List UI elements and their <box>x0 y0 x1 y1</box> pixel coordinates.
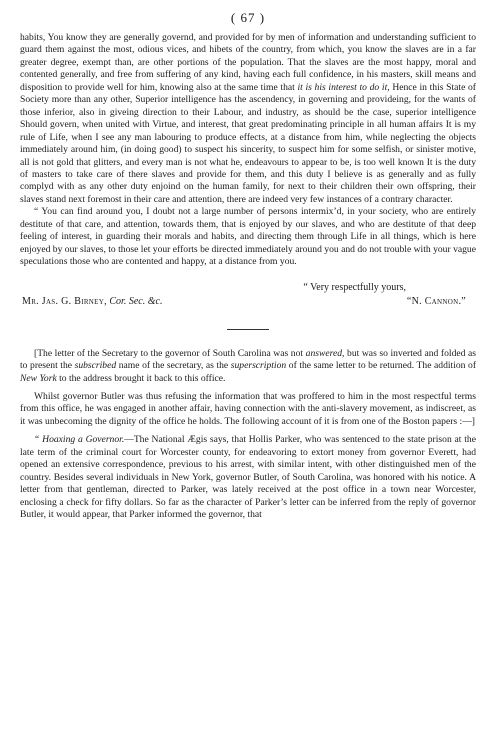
emphasis-superscription: superscription <box>230 360 287 372</box>
addressee-title: Cor. Sec. &c. <box>109 295 163 307</box>
editorial-text-d: of the same letter to be returned. The addition of <box>288 360 477 372</box>
section-divider <box>227 329 269 330</box>
emphasis-subscribed: subscribed <box>74 360 117 372</box>
addressee-name: Mr. Jas. G. Birney, <box>22 295 107 307</box>
page-number: ( 67 ) <box>230 10 266 25</box>
editorial-text-a: [The letter of the Secretary to the governor of South Carolina was not <box>34 347 304 359</box>
news-text: —The National Ægis says, that Hollis Parker, who was sentenced to the state prison at the late term of the criminal court for Worcester county, for endeavoring to extort money from governor Everett, had opened an extensive correspondence, previous to his arrest, with similar intent, with other distinguished men of the country. Besides several individuals in New York, governor Butler, of South Carolina, was honored with his notice. A letter from that gentleman, directed to Parker, was lately received at the post office in a town near Worcester, enclosing a check for fifty dollars. So far as the character of Parker’s letter can be inferred from the reply of governor Butler, it would appear, that Parker informed the governor, that <box>20 434 476 521</box>
news-paragraph <box>20 434 476 521</box>
letter-paragraph-1 <box>20 32 476 206</box>
letter-closing: “ Very respectfully yours, <box>303 281 406 293</box>
signature: “N. Cannon.” <box>406 295 466 307</box>
editorial-text-c: name of the secretary, as the <box>118 360 229 372</box>
emphasis-answered: answered, <box>305 347 345 359</box>
signature-row <box>20 296 476 307</box>
editorial-paragraph-2: Whilst governor Butler was thus refusing the information that was proffered to him in the most respectful terms from this office, he was engaged in another affair, having connection with the anti-slavery movement, as indiscreet, as it was unbecoming the dignity of the office he holds. The following account of it is from one of the Boston papers :—] <box>20 390 476 427</box>
editorial-paragraph-1 <box>20 348 476 385</box>
emphasis-interest: it is his interest to do it, <box>297 81 390 93</box>
addressee <box>22 296 162 307</box>
letter-paragraph-1-text: habits, You know they are generally governd, and provided for by men of information and understanding sufficient to guard them against the most, odious vices, and hibets of the country, from which, you know the slaves are in a far greater degree, exempt than, are other portions of the population. That the slaves are the most happy, moral and contented generally, and free from suffering of any kind, having each full confidence, in his masters, skill means and disposition to provide well for him, knowing also at the same time that <box>20 32 476 93</box>
letter-paragraph-2: “ You can find around you, I doubt not a large number of persons intermix’d, in your society, who are entirely destitute of that care, and attention, towards them, that is enjoyed by our slaves, and who are destitute of that deep feeling of interest, in guarding their morals and habits, and directing them through Life in all things, which is here enjoyed by our slaves, to those let your efforts be directed immediately around you and do not trouble with your vague speculations those who are contented and happy, at a distance from you. <box>20 206 476 268</box>
editorial-text-b: but was so inverted and folded as to present the <box>20 347 476 372</box>
editorial-text-e: to the address brought it back to this office. <box>59 372 226 384</box>
news-heading: “ Hoaxing a Governor. <box>34 434 125 446</box>
letter-paragraph-1-rest: Hence in this State of Society more than any other, Superior intelligence has the ascendency, in governing and provideing, for the wants of those inferior, also in giveing direction to their Labour, and industry, as should be the case, superior intelligence Should govern, when united with Virtue, and interest, that great predominating principle in all human affairs It is my rule of Life, when I see any man labouring to produce effects, at a distance from him, while neglecting the objects immediately around him, (in doing good) to suspect his sincerity, to suspect him for some selfish, or sinister motive, all is not gold that glitters, and every man is not what he, endeavours to appear to be, is too well known It is the duty of masters to take care of there slaves and provide for them, and this duty I believe is as generally and as fully complyd with as any other duty enjoind on the human family, for next to their children their own offspring, their slaves stand next foremost in their care and attention, there are indeed very few instances of a contrary character. <box>20 81 476 205</box>
emphasis-new-york: New York <box>20 372 57 384</box>
